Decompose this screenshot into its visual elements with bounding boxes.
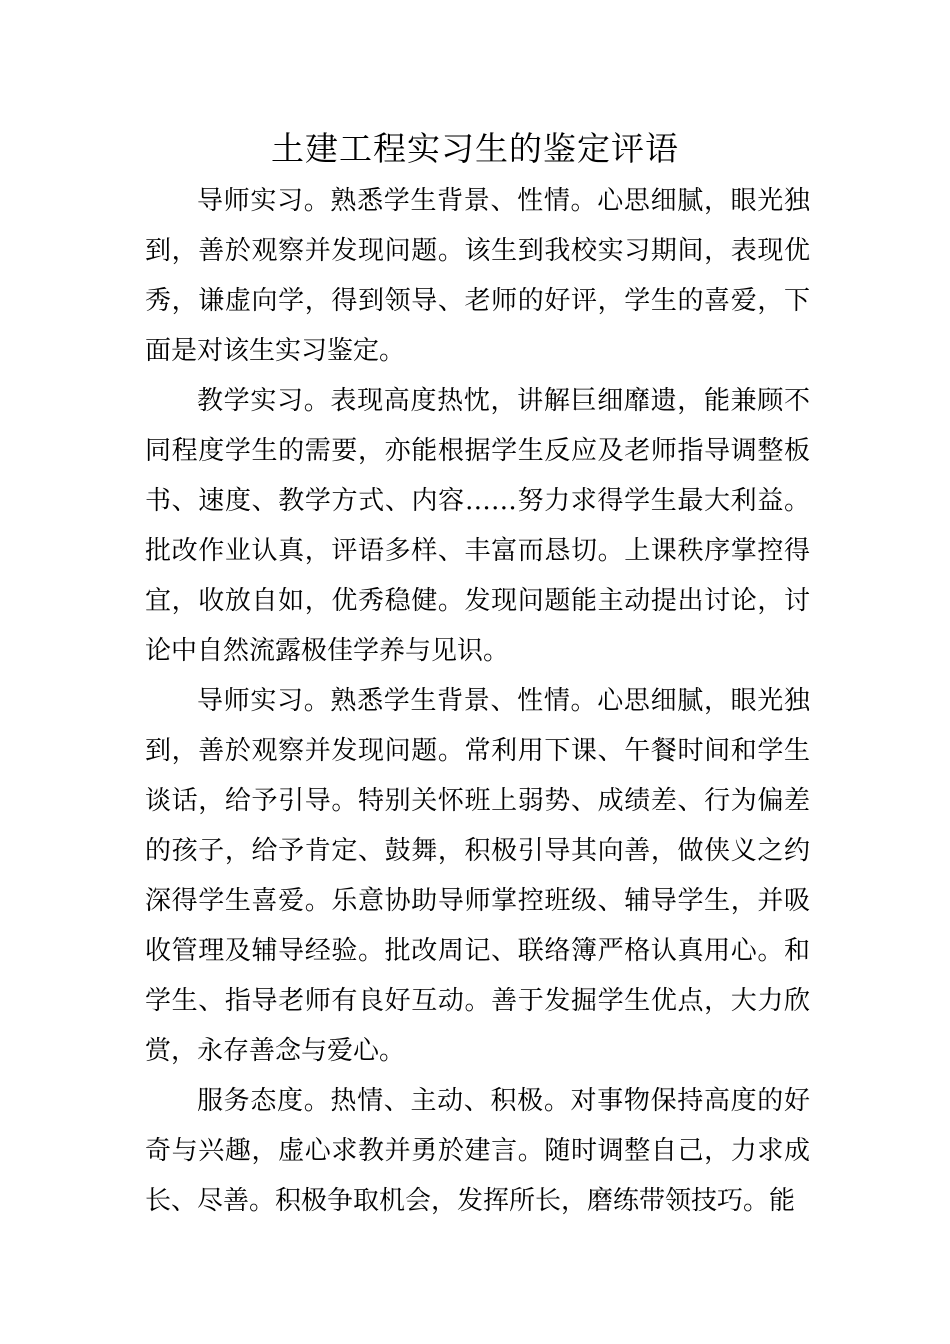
document-body	[145, 176, 810, 1226]
paragraph-mentor-internship-2: 导师实习。熟悉学生背景、性情。心思细腻，眼光独到，善於观察并发现问题。常利用下课、午餐时间和学生谈话，给予引导。特别关怀班上弱势、成绩差、行为偏差的孩子，给予肯定、鼓舞，积极引导其向善，做侠义之约深得学生喜爱。乐意协助导师掌控班级、辅导学生，并吸收管理及辅导经验。批改周记、联络簿严格认真用心。和学生、指导老师有良好互动。善于发掘学生优点，大力欣赏，永存善念与爱心。	[145, 686, 810, 1066]
paragraph-teaching-internship: 教学实习。表现高度热忱，讲解巨细靡遗，能兼顾不同程度学生的需要，亦能根据学生反应及老师指导调整板书、速度、教学方式、内容……努力求得学生最大利益。批改作业认真，评语多样、丰富而恳切。上课秩序掌控得宜，收放自如，优秀稳健。发现问题能主动提出讨论，讨论中自然流露极佳学养与见识。	[145, 386, 810, 666]
document-title: 土建工程实习生的鉴定评语	[271, 129, 679, 168]
paragraph-mentor-internship-1: 导师实习。熟悉学生背景、性情。心思细腻，眼光独到，善於观察并发现问题。该生到我校实习期间，表现优秀，谦虚向学，得到领导、老师的好评，学生的喜爱，下面是对该生实习鉴定。	[145, 186, 810, 366]
paragraph-service-attitude: 服务态度。热情、主动、积极。对事物保持高度的好奇与兴趣，虚心求教并勇於建言。随时调整自己，力求成长、尽善。积极争取机会，发挥所长，磨练带领技巧。能	[145, 1086, 810, 1216]
